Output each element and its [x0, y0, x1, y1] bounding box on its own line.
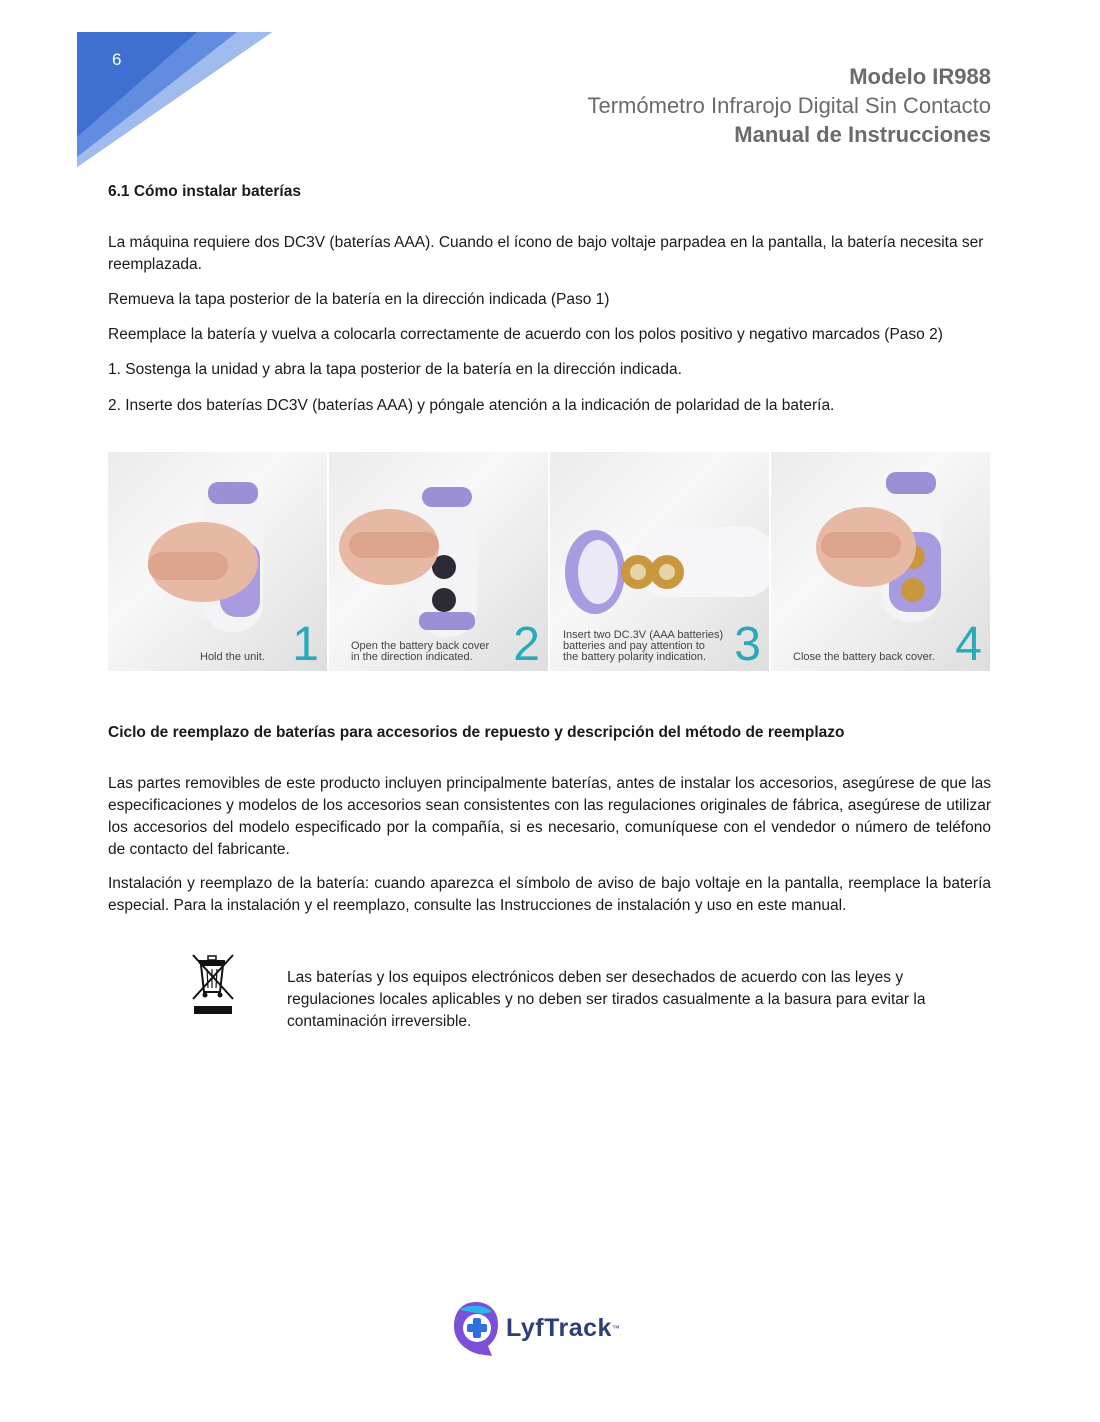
paragraph: Instalación y reemplazo de la batería: cuando aparezca el símbolo de aviso de bajo voltaje en la pantalla, reemplace la batería especial. Para la instalación y el reemplazo, consulte las Instrucciones de instalación y uso en este manual. — [108, 874, 991, 914]
model-title: Modelo IR988 — [849, 64, 991, 89]
section-heading-replacement: Ciclo de reemplazo de baterías para accesorios de repuesto y descripción del método de reemplazo — [108, 724, 845, 741]
page-number: 6 — [112, 50, 122, 69]
step-number: 2 — [513, 618, 540, 671]
step-3-image — [550, 452, 769, 671]
step-caption: Insert two DC.3V (AAA batteries) batteries and pay attention to the battery polarity indication. — [563, 629, 724, 663]
paragraph: La máquina requiere dos DC3V (baterías AAA). Cuando el ícono de bajo voltaje parpadea en la pantalla, la batería necesita ser reemplazada. — [108, 233, 984, 273]
crossed-out-bin-icon — [190, 952, 236, 1016]
step-1-image — [108, 452, 327, 671]
manual-title: Manual de Instrucciones — [734, 122, 991, 147]
document-header — [588, 62, 992, 149]
section-heading-batteries: 6.1 Cómo instalar baterías — [108, 183, 301, 200]
step-number: 4 — [955, 618, 982, 671]
logo-wordmark: LyfTrack — [506, 1313, 612, 1342]
paragraph: 1. Sostenga la unidad y abra la tapa posterior de la batería en la dirección indicada. — [108, 360, 682, 378]
step-caption: Close the battery back cover. — [793, 651, 935, 663]
step-number: 3 — [734, 618, 761, 671]
product-title: Termómetro Infrarojo Digital Sin Contacto — [587, 93, 991, 118]
step-2-image — [329, 452, 548, 671]
step-caption: Hold the unit. — [200, 651, 265, 663]
disposal-notice: Las baterías y los equipos electrónicos deben ser desechados de acuerdo con las leyes y regulaciones locales aplicables y no deben ser tirados casualmente a la basura para evitar la contaminación irreversible. — [287, 968, 926, 1030]
lyftrack-logo — [452, 1300, 620, 1356]
paragraph: 2. Inserte dos baterías DC3V (baterías AAA) y póngale atención a la indicación de polaridad de la batería. — [108, 396, 835, 414]
paragraph: Reemplace la batería y vuelva a colocarla correctamente de acuerdo con los polos positivo y negativo marcados (Paso 2) — [108, 325, 943, 343]
paragraph: Remueva la tapa posterior de la batería en la dirección indicada (Paso 1) — [108, 290, 610, 308]
step-number: 1 — [292, 618, 319, 671]
paragraph: Las partes removibles de este producto incluyen principalmente baterías, antes de instalar los accesorios, asegúrese de que las especificaciones y modelos de los accesorios sean consistentes con las regulaciones originales de fábrica, asegúrese de utilizar los accesorios del modelo especificado por la compañía, si es necesario, comuníquese con el vendedor o número de teléfono de contacto del fabricante. — [108, 774, 991, 858]
trademark-symbol: ™ — [611, 1323, 620, 1333]
corner-decoration — [77, 32, 277, 172]
medical-cross-logo-icon — [452, 1300, 500, 1356]
step-caption: Open the battery back cover in the direction indicated. — [351, 640, 490, 663]
battery-steps-strip — [108, 452, 990, 671]
step-4-image — [771, 452, 990, 671]
